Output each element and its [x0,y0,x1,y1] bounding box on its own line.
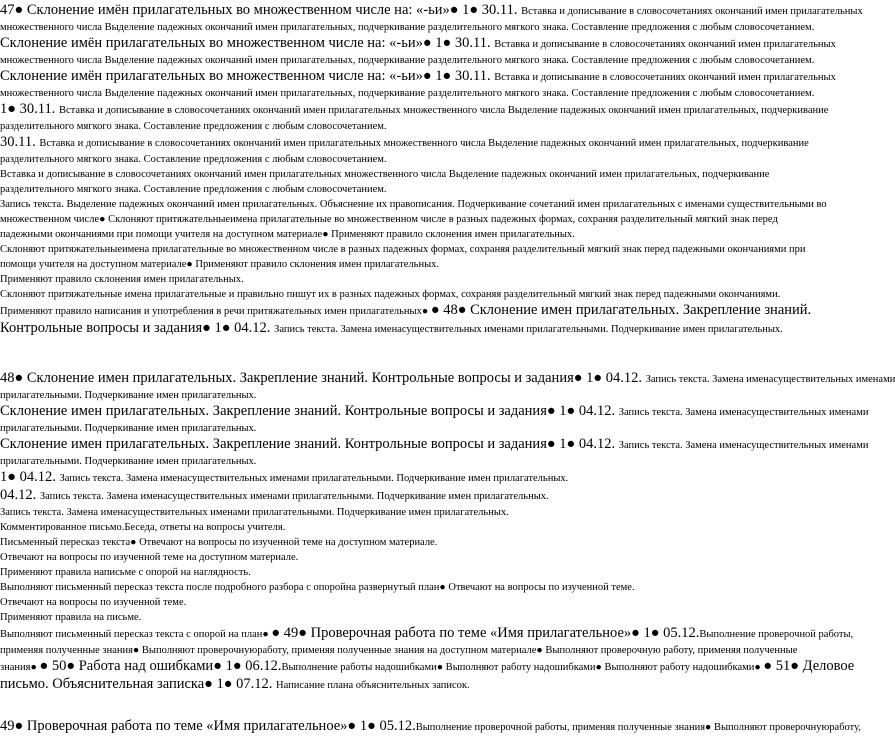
text-line [0,505,810,520]
body-text: падежными окончаниями при помощи учителя на доступном материале● Применяют правило склонения имен прилагательных. [0,229,575,240]
blank-gap [0,338,810,370]
body-text: Выполнение работы надошибками● Выполняют работу надошибками● Выполняют работу надошибками● [281,662,764,673]
body-text: Вставка и дописывание в словосочетаниях окончаний имен прилагательных множественного числа Выделение падежных окончаний имен прилагательных, подчеркивание [58,105,829,116]
text-line [0,242,810,257]
body-text: Комментированное письмо.Беседа, ответы на вопросы учителя. [0,522,286,533]
text-line [0,580,810,595]
text-line [0,2,863,20]
body-text: множественного числа Выделение падежных окончаний имен прилагательных, подчеркивание разделительного мягкого знака. Составление предложения с любым словосочетанием. [0,55,815,66]
text-line [0,272,810,287]
body-text: множественном числе● Склоняют притяжательныеимена прилагательные во множественном числе в разных падежных формах, сохраняя разделительный мягкий знак перед [0,214,778,225]
body-text: Вставка и дописывание в словосочетаниях окончаний имен прилагательных множественного числа Выделение падежных окончаний имен прилагательных, подчеркивание [39,138,809,149]
body-text: Склоняют притяжательныеимена прилагательные во множественном числе в разных падежных формах, сохраняя разделительный мягкий знак перед падежными окончаниями при [0,244,806,255]
text-line [0,167,810,182]
heading-text: Контрольные вопросы и задания● 1● 04.12. [0,320,275,336]
body-text: Запись текста. Замена именасуществительных именами [618,407,869,418]
body-text: Выполнение проверочной работы, [699,629,854,640]
text-line [0,182,810,197]
body-text: Вставка и дописывание в словосочетаниях окончаний имен прилагательных [494,39,836,50]
heading-text: 48● Склонение имен прилагательных. Закрепление знаний. Контрольные вопросы и задания● 1● 04.12. [0,370,646,386]
heading-text: ● 51● Деловое [763,658,855,674]
body-text: Применяют правила на письме. [0,612,142,623]
text-line [0,119,810,134]
text-line [0,257,810,272]
text-line [0,370,895,388]
body-text: применяя полученные знания● Выполняют проверочнуюработу, применяя полученные знания на доступном материале● Выполняют проверочную работу, применяя полученные [0,645,798,656]
body-text: помощи учителя на доступном материале● Применяют правило склонения имен прилагательных. [0,259,440,270]
heading-text: Склонение имён прилагательных во множественном числе на: «-ьи»● 1● 30.11. [0,68,495,84]
body-text: знания● [0,662,40,673]
body-text: Применяют правило склонения имен прилагательных. [0,274,244,285]
body-text: Запись текста. Замена именасуществительных именами прилагательными. Подчеркивание имен прилагательных. [274,324,783,335]
body-text: Выполняют письменный пересказ текста с опорой на план● [0,629,272,640]
text-line [0,403,869,421]
body-text: Запись текста. Замена именасуществительных именами [645,374,895,385]
body-text: разделительного мягкого знака. Составление предложения с любым словосочетанием. [0,121,387,132]
heading-text: ● 48● Склонение имен прилагательных. Закрепление знаний. [430,302,812,318]
heading-text: Склонение имен прилагательных. Закрепление знаний. Контрольные вопросы и задания● 1● 04.12. [0,436,619,452]
text-line [0,302,810,320]
text-line [0,68,836,86]
text-line [0,625,854,643]
body-text: Вставка и дописывание в словосочетаниях окончаний имен прилагательных [521,6,863,17]
text-line [0,53,815,68]
text-line [0,421,810,436]
text-line [0,535,810,550]
heading-text: 49● Проверочная работа по теме «Имя прилагательное»● 1● 05.12. [0,718,416,734]
body-text: Склоняют притяжательные имена прилагательные и правильно пишут их в разных падежных формах, сохраняя разделительный мягкий знак перед падежными окончаниями. [0,289,781,300]
heading-text: 30.11. [0,134,40,150]
body-text: Запись текста. Выделение падежных окончаний имен прилагательных. Объяснение их правописания. Подчеркивание сочетаний имен прилагательных с именами существительными во [0,199,827,210]
body-text: Запись текста. Замена именасуществительных именами [618,440,869,451]
text-line [0,436,869,454]
text-line [0,35,836,53]
text-line [0,134,810,152]
body-text: прилагательными. Подчеркивание имен прилагательных. [0,423,257,434]
text-line [0,227,810,242]
text-line [0,101,829,119]
body-text: множественного числа Выделение падежных окончаний имен прилагательных, подчеркивание разделительного мягкого знака. Составление предложения с любым словосочетанием. [0,22,815,33]
heading-text: ● 50● Работа над ошибками● 1● 06.12. [39,658,282,674]
text-line [0,610,810,625]
body-text: прилагательными. Подчеркивание имен прилагательных. [0,390,257,401]
text-line [0,487,810,505]
text-line [0,595,810,610]
body-text: прилагательными. Подчеркивание имен прилагательных. [0,456,257,467]
body-text: Применяют правило написания и употребления в речи притяжательных имен прилагательных● [0,306,431,317]
text-line [0,550,810,565]
body-text: Применяют правила написьме с опорой на наглядность. [0,567,251,578]
heading-text: 1● 04.12. [0,469,60,485]
blank-gap [0,694,810,718]
text-line [0,20,815,35]
body-text: Вставка и дописывание в словосочетаниях окончаний имен прилагательных [494,72,836,83]
heading-text: 1● 30.11. [0,101,59,117]
heading-text: 47● Склонение имён прилагательных во множественном числе на: «-ьи»● 1● 30.11. [0,2,522,18]
heading-text: письмо. Объяснительная записка● 1● 07.12. [0,676,277,692]
body-text: Отвечают на вопросы по изученной теме на доступном материале. [0,552,299,563]
body-text: Выполняют письменный пересказ текста после подробного разбора с опоройна развернутый план● Отвечают на вопросы по изученной теме. [0,582,635,593]
heading-text: ● 49● Проверочная работа по теме «Имя прилагательное»● 1● 05.12. [271,625,700,641]
text-line [0,643,810,658]
body-text: Запись текста. Замена именасуществительных именами прилагательными. Подчеркивание имен прилагательных. [39,491,549,502]
body-text: множественного числа Выделение падежных окончаний имен прилагательных, подчеркивание разделительного мягкого знака. Составление предложения с любым словосочетанием. [0,88,815,99]
body-text: Отвечают на вопросы по изученной теме. [0,597,187,608]
heading-text: Склонение имён прилагательных во множественном числе на: «-ьи»● 1● 30.11. [0,35,495,51]
text-line [0,658,855,676]
body-text: разделительного мягкого знака. Составление предложения с любым словосочетанием. [0,154,387,165]
body-text: Выполнение проверочной работы, применяя полученные знания● Выполняют проверочнуюработу, [415,722,861,733]
heading-text: 04.12. [0,487,40,503]
text-line [0,469,810,487]
text-line [0,520,810,535]
body-text: Запись текста. Замена именасуществительных именами прилагательными. Подчеркивание имен прилагательных. [0,507,509,518]
body-text: Запись текста. Замена именасуществительных именами прилагательными. Подчеркивание имен прилагательных. [59,473,569,484]
text-line [0,454,810,469]
text-line [0,388,810,403]
text-line [0,152,810,167]
body-text: Написание плана объяснительных записок. [276,680,470,691]
text-line [0,320,810,338]
text-line [0,287,810,302]
text-line [0,565,810,580]
body-text: Письменный пересказ текста● Отвечают на вопросы по изученной теме на доступном материале. [0,537,438,548]
text-line [0,86,815,101]
text-line [0,718,861,736]
text-line [0,676,810,694]
text-line [0,212,810,227]
text-line [0,197,827,212]
body-text: Вставка и дописывание в словосочетаниях окончаний имен прилагательных множественного числа Выделение падежных окончаний имен прилагательных, подчеркивание [0,169,770,180]
body-text: разделительного мягкого знака. Составление предложения с любым словосочетанием. [0,184,387,195]
heading-text: Склонение имен прилагательных. Закрепление знаний. Контрольные вопросы и задания● 1● 04.12. [0,403,619,419]
